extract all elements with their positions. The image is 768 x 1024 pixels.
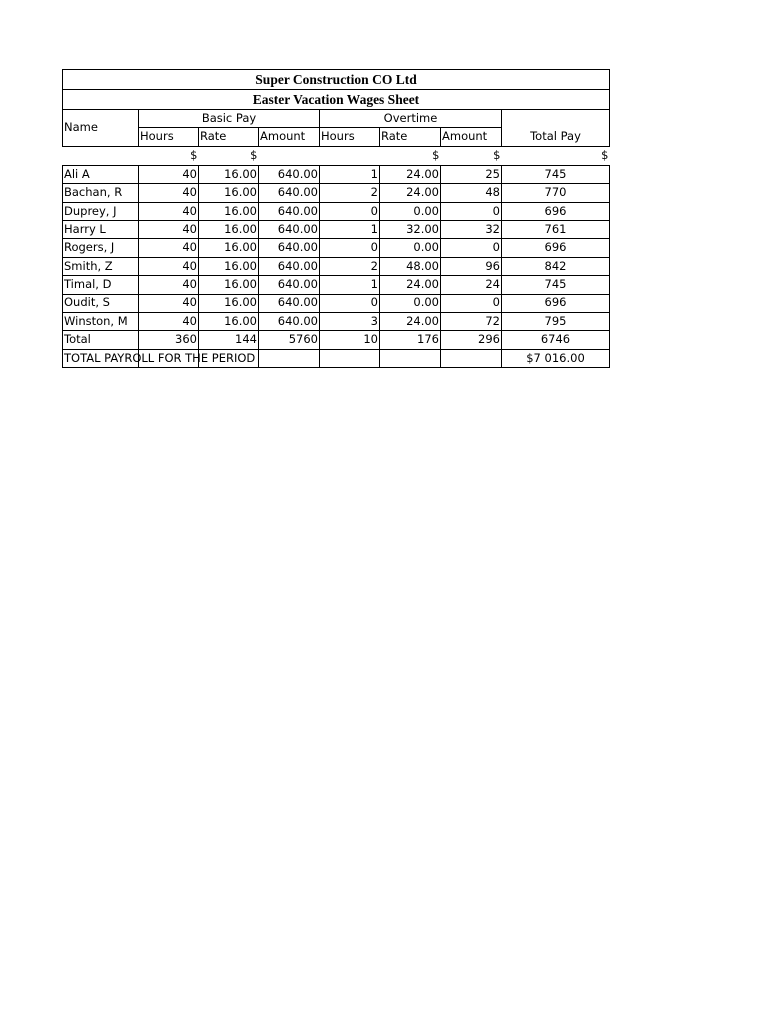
table-row	[63, 294, 610, 312]
basic-amount-cell: 640.00	[259, 294, 320, 312]
total-pay-cell: 745	[502, 165, 610, 183]
overtime-amount-cell: 0	[441, 202, 502, 220]
overtime-amount-cell: 32	[441, 220, 502, 238]
table-row	[63, 312, 610, 330]
overtime-rate-header: Rate	[380, 128, 441, 146]
sheet-title: Easter Vacation Wages Sheet	[63, 90, 610, 110]
employee-rows	[63, 165, 610, 331]
basic-hours-header: Hours	[139, 128, 199, 146]
employee-name: Ali A	[63, 165, 139, 183]
total-pay-cell: 842	[502, 257, 610, 275]
overtime-rate-cell: 0.00	[380, 239, 441, 257]
overtime-rate-cell: 24.00	[380, 276, 441, 294]
overtime-hours-cell: 1	[320, 220, 380, 238]
basic-hours-cell: 40	[139, 294, 199, 312]
basic-amount-cell: 640.00	[259, 220, 320, 238]
basic-hours-cell: 40	[139, 312, 199, 330]
employee-name: Winston, M	[63, 312, 139, 330]
overtime-amount-cell: 48	[441, 184, 502, 202]
overtime-hours-cell: 0	[320, 202, 380, 220]
overtime-amount-cell: 96	[441, 257, 502, 275]
table-row	[63, 257, 610, 275]
overtime-rate-cell: 0.00	[380, 294, 441, 312]
totals-hours: 360	[139, 331, 199, 349]
overtime-rate-cell: 32.00	[380, 220, 441, 238]
basic-amount-cell: 640.00	[259, 239, 320, 257]
employee-name: Rogers, J	[63, 239, 139, 257]
total-pay-cell: 770	[502, 184, 610, 202]
currency-symbol: $	[250, 148, 258, 163]
basic-rate-cell: 16.00	[199, 257, 259, 275]
overtime-amount-header: Amount	[441, 128, 502, 146]
overtime-rate-cell: 0.00	[380, 202, 441, 220]
currency-symbol: $	[432, 148, 440, 163]
basic-rate-header: Rate	[199, 128, 259, 146]
basic-pay-header: Basic Pay	[139, 110, 320, 128]
currency-symbol: $	[601, 148, 609, 163]
employee-name: Oudit, S	[63, 294, 139, 312]
employee-name: Smith, Z	[63, 257, 139, 275]
totals-total-pay: 6746	[502, 331, 610, 349]
overtime-hours-cell: 0	[320, 294, 380, 312]
total-pay-cell: 761	[502, 220, 610, 238]
total-pay-cell: 696	[502, 294, 610, 312]
totals-ot-hours: 10	[320, 331, 380, 349]
overtime-hours-cell: 1	[320, 276, 380, 294]
totals-ot-amount: 296	[441, 331, 502, 349]
basic-amount-cell: 640.00	[259, 165, 320, 183]
basic-amount-cell: 640.00	[259, 276, 320, 294]
basic-hours-cell: 40	[139, 165, 199, 183]
totals-rate: 144	[199, 331, 259, 349]
basic-rate-cell: 16.00	[199, 294, 259, 312]
basic-hours-cell: 40	[139, 202, 199, 220]
basic-hours-cell: 40	[139, 184, 199, 202]
overtime-amount-cell: 72	[441, 312, 502, 330]
overtime-hours-header: Hours	[320, 128, 380, 146]
basic-rate-cell: 16.00	[199, 276, 259, 294]
overtime-rate-cell: 24.00	[380, 165, 441, 183]
employee-name: Timal, D	[63, 276, 139, 294]
table-row	[63, 220, 610, 238]
payroll-label: TOTAL PAYROLL FOR THE PERIOD	[64, 350, 256, 365]
totals-ot-rate: 176	[380, 331, 441, 349]
overtime-amount-cell: 25	[441, 165, 502, 183]
totals-label: Total	[63, 331, 139, 349]
total-pay-header: Total Pay	[502, 128, 610, 146]
basic-amount-cell: 640.00	[259, 257, 320, 275]
basic-amount-cell: 640.00	[259, 184, 320, 202]
basic-rate-cell: 16.00	[199, 312, 259, 330]
totals-amount: 5760	[259, 331, 320, 349]
overtime-rate-cell: 24.00	[380, 184, 441, 202]
table-row	[63, 239, 610, 257]
total-pay-cell: 745	[502, 276, 610, 294]
table-row	[63, 165, 610, 183]
overtime-amount-cell: 0	[441, 294, 502, 312]
overtime-rate-cell: 48.00	[380, 257, 441, 275]
payroll-row	[63, 349, 610, 367]
table-row	[63, 276, 610, 294]
basic-rate-cell: 16.00	[199, 184, 259, 202]
overtime-hours-cell: 2	[320, 257, 380, 275]
payroll-total-value: $7 016.00	[502, 349, 610, 367]
currency-symbol: $	[190, 148, 198, 163]
basic-amount-header: Amount	[259, 128, 320, 146]
basic-hours-cell: 40	[139, 257, 199, 275]
overtime-amount-cell: 24	[441, 276, 502, 294]
overtime-rate-cell: 24.00	[380, 312, 441, 330]
name-header: Name	[63, 110, 139, 147]
overtime-hours-cell: 1	[320, 165, 380, 183]
overtime-hours-cell: 3	[320, 312, 380, 330]
basic-rate-cell: 16.00	[199, 220, 259, 238]
basic-amount-cell: 640.00	[259, 312, 320, 330]
table-row	[63, 184, 610, 202]
overtime-hours-cell: 0	[320, 239, 380, 257]
total-pay-cell: 696	[502, 202, 610, 220]
table-row	[63, 202, 610, 220]
employee-name: Duprey, J	[63, 202, 139, 220]
basic-hours-cell: 40	[139, 276, 199, 294]
employee-name: Bachan, R	[63, 184, 139, 202]
basic-hours-cell: 40	[139, 220, 199, 238]
currency-symbol: $	[493, 148, 501, 163]
employee-name: Harry L	[63, 220, 139, 238]
basic-rate-cell: 16.00	[199, 239, 259, 257]
total-pay-cell: 696	[502, 239, 610, 257]
basic-amount-cell: 640.00	[259, 202, 320, 220]
overtime-hours-cell: 2	[320, 184, 380, 202]
company-title: Super Construction CO Ltd	[63, 70, 610, 90]
basic-rate-cell: 16.00	[199, 165, 259, 183]
wages-sheet-table	[62, 69, 610, 368]
basic-hours-cell: 40	[139, 239, 199, 257]
overtime-header: Overtime	[320, 110, 502, 128]
overtime-amount-cell: 0	[441, 239, 502, 257]
totals-row	[63, 331, 610, 349]
basic-rate-cell: 16.00	[199, 202, 259, 220]
total-pay-cell: 795	[502, 312, 610, 330]
